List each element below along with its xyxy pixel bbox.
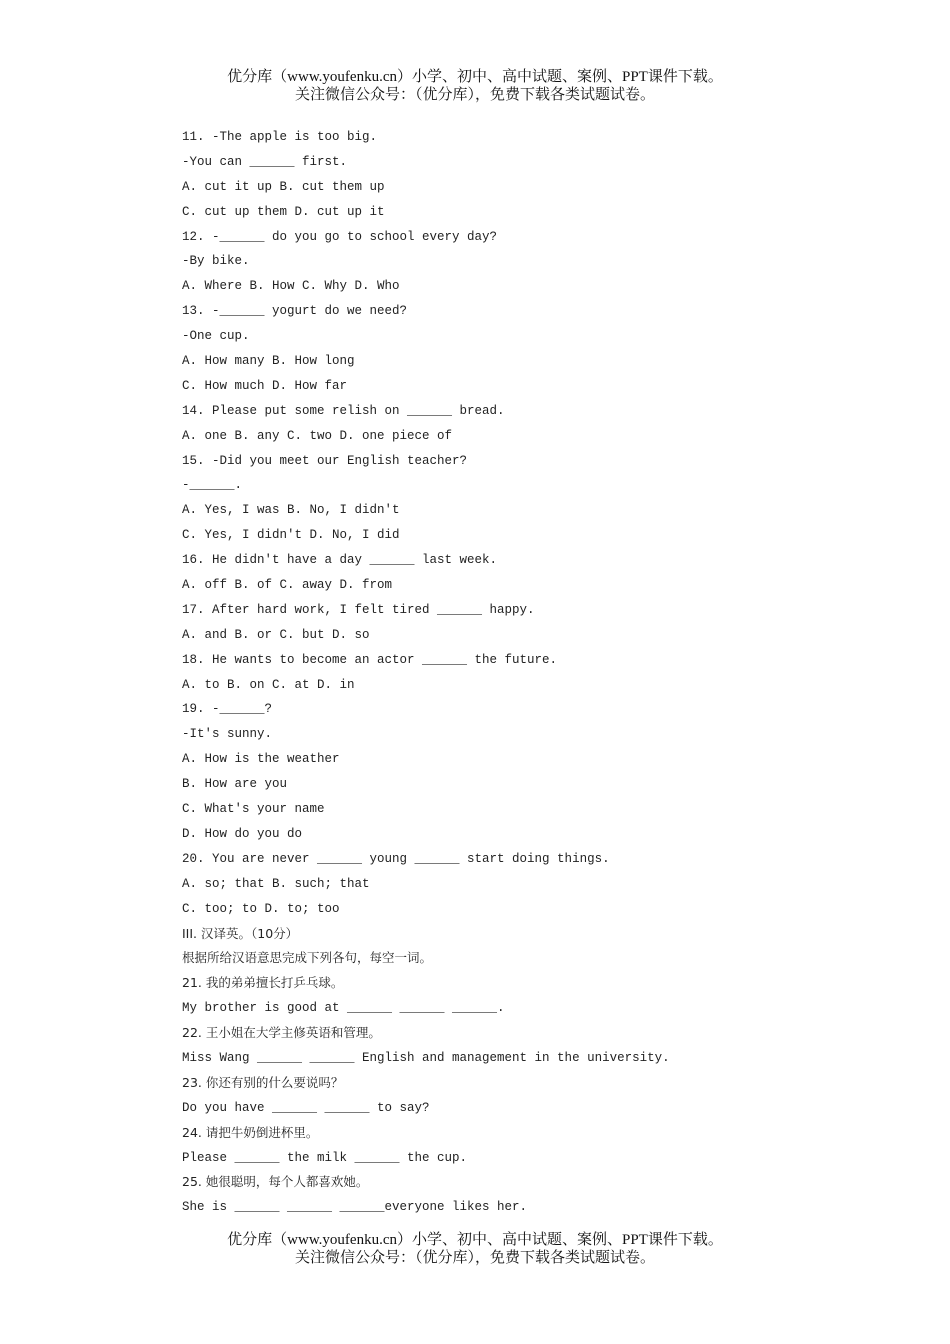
text-line: C. Yes, I didn't D. No, I did — [182, 528, 400, 543]
text-line: 16. He didn't have a day ______ last week. — [182, 553, 498, 568]
text-line: 22. 王小姐在大学主修英语和管理。 — [182, 1025, 381, 1041]
page-header — [0, 68, 950, 104]
text-line: A. How is the weather — [182, 752, 340, 767]
text-line: 13. -______ yogurt do we need? — [182, 304, 408, 319]
footer-line-1: 优分库（www.youfenku.cn）小学、初中、高中试题、案例、PPT课件下载。 — [227, 1232, 723, 1248]
header-line-2: 关注微信公众号：（优分库），免费下载各类试题试卷。 — [294, 87, 655, 103]
text-line: 17. After hard work, I felt tired ______ happy. — [182, 602, 535, 617]
text-line: 24. 请把牛奶倒进杯里。 — [182, 1124, 319, 1140]
text-line: -You can ______ first. — [182, 154, 348, 169]
footer-line-2: 关注微信公众号：（优分库），免费下载各类试题试卷。 — [294, 1250, 655, 1266]
text-line: D. How do you do — [182, 826, 303, 841]
text-line: -______. — [182, 478, 243, 493]
text-line: A. to B. on C. at D. in — [182, 677, 355, 692]
text-line: 11. -The apple is too big. — [182, 130, 378, 144]
text-line: 19. -______? — [182, 702, 273, 717]
text-line: Please ______ the milk ______ the cup. — [182, 1150, 468, 1165]
text-line: A. one B. any C. two D. one piece of — [182, 428, 453, 443]
page-footer — [0, 1231, 950, 1267]
text-line: A. Yes, I was B. No, I didn't — [182, 503, 400, 518]
text-line: III. 汉译英。（10分） — [182, 925, 299, 941]
text-line: 14. Please put some relish on ______ bread. — [182, 403, 505, 418]
text-line: A. How many B. How long — [182, 354, 355, 369]
text-line: A. off B. of C. away D. from — [182, 578, 393, 593]
text-line: My brother is good at ______ ______ ______. — [182, 1001, 505, 1016]
text-line: -By bike. — [182, 254, 250, 269]
text-line: -It's sunny. — [182, 727, 273, 742]
text-line: A. and B. or C. but D. so — [182, 627, 370, 642]
text-line: She is ______ ______ ______everyone likes her. — [182, 1200, 528, 1215]
text-line: C. What's your name — [182, 802, 325, 817]
text-line: -One cup. — [182, 329, 250, 344]
text-line: 25. 她很聪明，每个人都喜欢她。 — [182, 1174, 369, 1190]
exercise-content — [182, 127, 882, 1222]
text-line: C. cut up them D. cut up it — [182, 204, 385, 219]
text-line: 18. He wants to become an actor ______ the future. — [182, 652, 558, 667]
text-line: A. so; that B. such; that — [182, 876, 370, 891]
text-line: A. Where B. How C. Why D. Who — [182, 279, 400, 294]
text-line: C. How much D. How far — [182, 378, 348, 393]
text-line: 20. You are never ______ young ______ start doing things. — [182, 851, 610, 866]
text-line: 21. 我的弟弟擅长打乒乓球。 — [182, 975, 344, 991]
text-line: 23. 你还有别的什么要说吗？ — [182, 1074, 344, 1090]
text-line: B. How are you — [182, 777, 288, 792]
text-line: 12. -______ do you go to school every day? — [182, 229, 498, 244]
header-line-1: 优分库（www.youfenku.cn）小学、初中、高中试题、案例、PPT课件下载。 — [227, 69, 723, 85]
text-line: 根据所给汉语意思完成下列各句，每空一词。 — [182, 950, 433, 966]
text-line: 15. -Did you meet our English teacher? — [182, 453, 468, 468]
text-line: C. too; to D. to; too — [182, 901, 340, 916]
text-line: Do you have ______ ______ to say? — [182, 1100, 430, 1115]
text-line: A. cut it up B. cut them up — [182, 179, 385, 194]
text-line: Miss Wang ______ ______ English and management in the university. — [182, 1050, 670, 1065]
